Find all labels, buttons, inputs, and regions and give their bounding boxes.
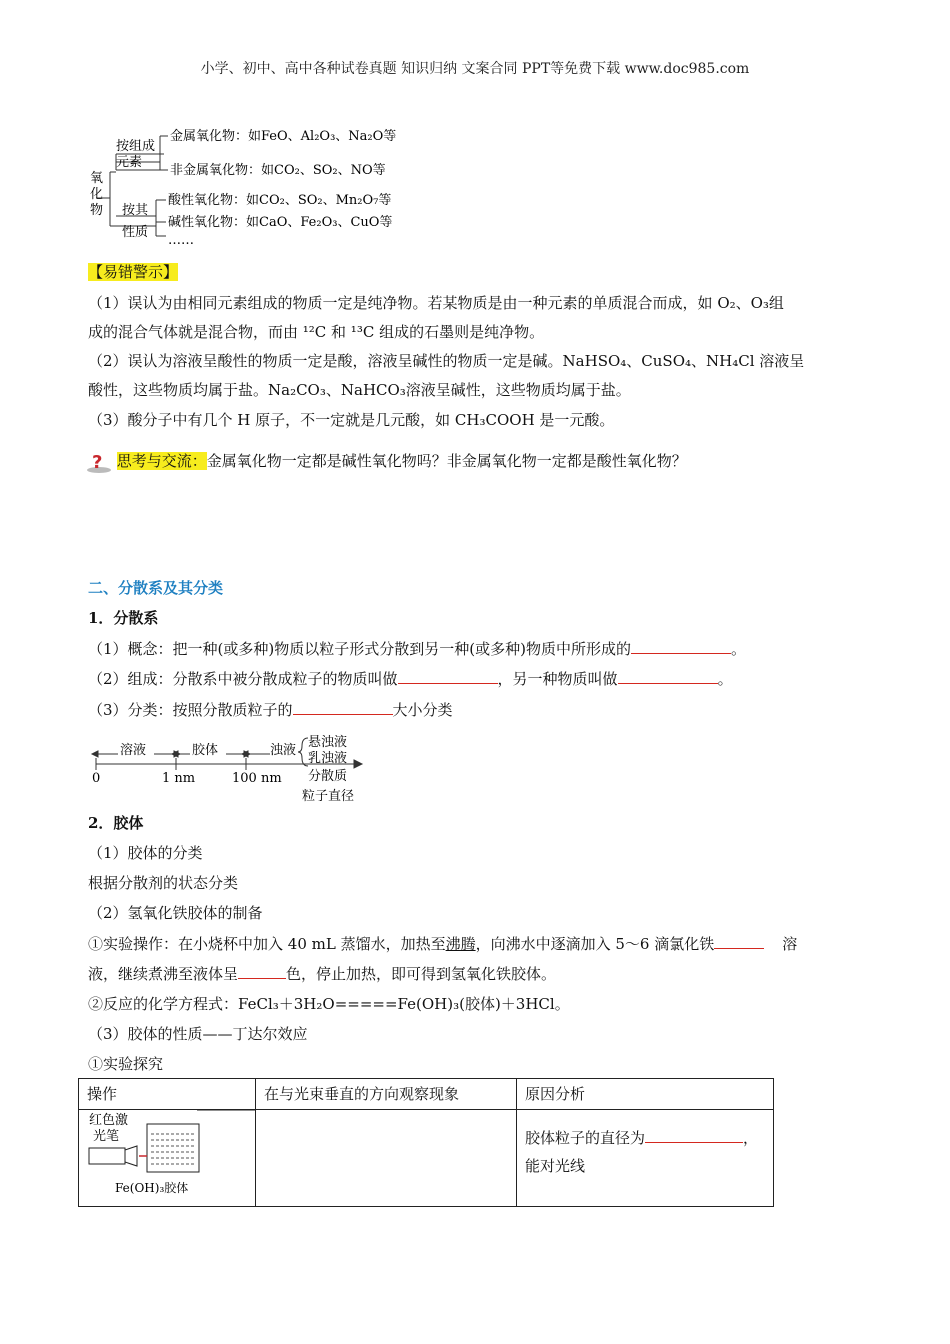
warning-title-text: 【易错警示】	[88, 263, 179, 281]
operation-text-mid: ，向沸水中逐滴加入 5～6 滴氯化铁	[475, 935, 715, 953]
warning-p2a: （2）误认为溶液呈酸性的物质一定是酸，溶液呈碱性的物质一定是碱。NaHSO₄、CuSO₄、NH₄Cl 溶液呈	[88, 352, 805, 370]
operation-text-end: 溶	[782, 935, 798, 953]
th-observation: 在与光束垂直的方向观察现象	[256, 1079, 517, 1110]
axis-label-2: 粒子直径	[302, 789, 355, 804]
concept-text: （1）概念：把一种(或多种)物质以粒子形式分散到另一种(或多种)物质中所形成的	[88, 640, 631, 658]
axis-tick-0: 0	[92, 771, 101, 786]
reason-text-2: 能对光线	[525, 1157, 586, 1175]
table-header-row	[79, 1079, 774, 1110]
composition-end: 。	[717, 670, 733, 688]
by-property-1: 按其	[122, 203, 149, 218]
beaker-label: Fe(OH)₃胶体	[115, 1181, 189, 1195]
dispersed-phase-blank[interactable]	[398, 669, 498, 684]
classification-line	[88, 700, 453, 720]
oxide-root-3: 物	[90, 203, 104, 218]
warning-p2b: 酸性，这些物质均属于盐。Na₂CO₃、NaHCO₃溶液呈碱性，这些物质均属于盐。	[88, 381, 631, 399]
operation-line-a	[88, 934, 797, 954]
composition-line	[88, 669, 733, 689]
operation-text-a: ①实验操作：在小烧杯中加入 40 mL 蒸馏水，加热至	[88, 935, 446, 953]
concept-line	[88, 639, 746, 659]
concept-blank[interactable]	[631, 639, 731, 654]
axis-tick-100nm: 100 nm	[232, 771, 282, 786]
reason-comma: ，	[743, 1129, 759, 1147]
beaker-icon	[147, 1124, 199, 1172]
by-property-2: 性质	[122, 225, 149, 240]
oxide-root-2: 化	[90, 187, 104, 202]
axis-solution: 溶液	[120, 743, 147, 758]
axis-label-1: 分散质	[308, 769, 348, 784]
colloid-l2: 根据分散剂的状态分类	[88, 874, 239, 892]
warning-p1a: （1）误认为由相同元素组成的物质一定是纯净物。若某物质是由一种元素的单质混合而成，如 O₂、O₃组	[88, 294, 784, 312]
laser-beaker-illustration	[79, 1110, 255, 1202]
colloid-l4: （3）胶体的性质——丁达尔效应	[88, 1025, 308, 1043]
operation-line-b	[88, 964, 556, 984]
th-reason: 原因分析	[517, 1079, 774, 1110]
oxide-more: ……	[168, 233, 194, 248]
dispersion-axis-diagram	[86, 730, 376, 808]
concept-end: 。	[730, 640, 746, 658]
warning-p3: （3）酸分子中有几个 H 原子，不一定就是几元酸，如 CH₃COOH 是一元酸。	[88, 411, 615, 429]
composition-text: （2）组成：分散系中被分散成粒子的物质叫做	[88, 670, 398, 688]
classification-end: 大小分类	[392, 701, 453, 719]
by-composition-1: 按组成	[116, 139, 156, 154]
operation-text-b-end: 色，停止加热，即可得到氢氧化铁胶体。	[286, 965, 557, 983]
axis-colloid: 胶体	[192, 743, 219, 758]
think-question: 金属氧化物一定都是碱性氧化物吗？非金属氧化物一定都是酸性氧化物？	[206, 452, 687, 470]
observation-cell[interactable]	[256, 1110, 517, 1207]
color-blank[interactable]	[238, 964, 286, 979]
classification-blank[interactable]	[293, 700, 393, 715]
th-operation: 操作	[79, 1079, 256, 1110]
warning-title	[88, 262, 178, 282]
composition-mid: ，另一种物质叫做	[497, 670, 618, 688]
operation-cell	[79, 1110, 256, 1207]
svg-text:?: ?	[92, 452, 103, 473]
oxide-classification-diagram	[86, 126, 426, 248]
question-mark-icon	[86, 451, 112, 473]
axis-turbid: 浊液	[270, 743, 297, 758]
laser-label-2: 光笔	[93, 1129, 120, 1144]
think-discuss	[86, 451, 687, 473]
colloid-l3: （2）氢氧化铁胶体的制备	[88, 904, 263, 922]
section2-h1: 1．分散系	[88, 609, 159, 627]
page-header: 小学、初中、高中各种试卷真题 知识归纳 文案合同 PPT等免费下载 www.doc985.com	[200, 61, 750, 77]
by-composition-2: 元素	[116, 155, 143, 170]
laser-label-1: 红色激	[89, 1113, 129, 1128]
axis-emulsion: 乳浊液	[308, 751, 348, 766]
colloid-l1: （1）胶体的分类	[88, 844, 203, 862]
colloid-h2: 2．胶体	[88, 814, 144, 832]
table-row	[79, 1110, 774, 1207]
reason-cell	[517, 1110, 774, 1207]
reaction-equation: ②反应的化学方程式：FeCl₃＋3H₂O=====Fe(OH)₃(胶体)＋3HCl。	[88, 995, 570, 1013]
classification-text: （3）分类：按照分散质粒子的	[88, 701, 293, 719]
oxide-root-1: 氧	[90, 171, 104, 186]
operation-text-b: 液，继续煮沸至液体呈	[88, 965, 239, 983]
acidic-oxide: 酸性氧化物：如CO₂、SO₂、Mn₂O₇等	[168, 193, 392, 208]
ferric-chloride-blank[interactable]	[714, 934, 764, 949]
experiment-table	[78, 1078, 774, 1207]
axis-tick-1nm: 1 nm	[162, 771, 196, 786]
axis-suspension: 悬浊液	[308, 735, 348, 750]
reason-blank[interactable]	[645, 1128, 743, 1143]
dispersion-medium-blank[interactable]	[618, 669, 718, 684]
think-label: 思考与交流：	[116, 452, 207, 470]
metal-oxide: 金属氧化物：如FeO、Al₂O₃、Na₂O等	[170, 129, 397, 144]
nonmetal-oxide: 非金属氧化物：如CO₂、SO₂、NO等	[170, 163, 386, 178]
warning-p1b: 成的混合气体就是混合物，而由 ¹²C 和 ¹³C 组成的石墨则是纯净物。	[88, 323, 545, 341]
reason-text: 胶体粒子的直径为	[525, 1129, 646, 1147]
boiling-word: 沸腾	[445, 935, 476, 953]
colloid-l5: ①实验探究	[88, 1055, 164, 1073]
laser-pen-icon	[89, 1148, 125, 1164]
basic-oxide: 碱性氧化物：如CaO、Fe₂O₃、CuO等	[168, 215, 393, 230]
section2-title: 二、分散系及其分类	[88, 579, 224, 597]
